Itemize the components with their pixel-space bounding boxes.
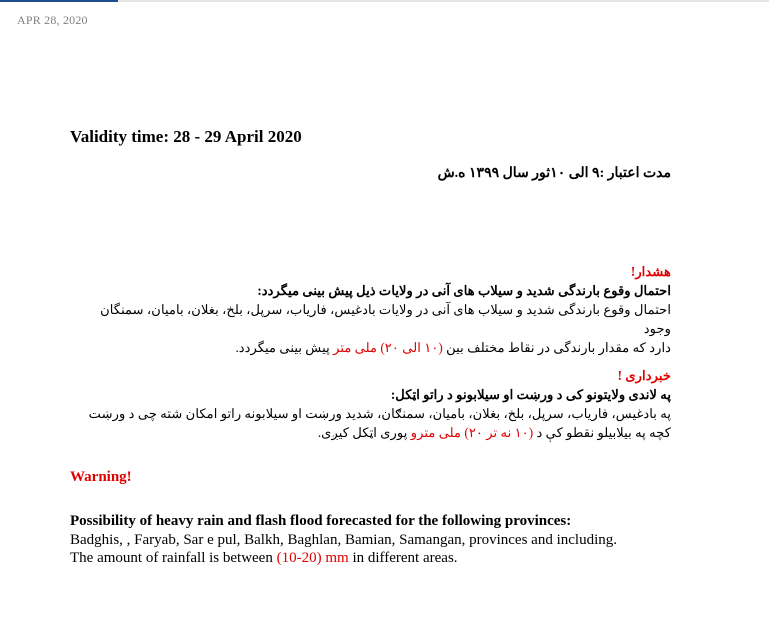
dari-warning-section — [71, 262, 671, 357]
validity-time-heading: Validity time: 28 - 29 April 2020 — [70, 127, 302, 146]
english-line2-end: in different areas. — [348, 550, 458, 566]
dari-line2-end: پیش بینی میگردد. — [235, 340, 330, 355]
pashto-warning-subtitle: په لاندی ولایتونو کی د ورښت او سیلابونو د راتو اټکل: — [390, 387, 671, 402]
top-accent-bar — [0, 0, 118, 2]
english-warning-subtitle: Possibility of heavy rain and flash flood forecasted for the following provinces: — [70, 513, 572, 529]
dari-warning-line2 — [71, 338, 671, 357]
english-rainfall-amount: (10-20) mm — [276, 550, 349, 566]
english-warning-body — [70, 512, 710, 568]
pashto-warning-line1: په بادغیس، فاریاب، سرپل، بلخ، بغلان، بامیان، سمنګان، شدید ورښت او سیلابونه راتو امکان شته چی د ورښت — [88, 406, 671, 421]
pashto-line2-end: پوری اټکل کیږی. — [317, 425, 408, 440]
pashto-line2-start: کچه په بیلابیلو نقطو کې د — [536, 425, 671, 440]
dari-rainfall-amount: (۱۰ الی ۲۰) ملی متر — [333, 340, 443, 355]
pashto-warning-section — [61, 366, 671, 442]
document-date: APR 28, 2020 — [17, 13, 88, 27]
pashto-warning-title: خبرداری ! — [617, 368, 671, 383]
english-warning-title: Warning! — [70, 469, 132, 485]
dari-line2-start: دارد که مقدار بارندگی در نقاط مختلف بین — [446, 340, 671, 355]
dari-warning-line1: احتمال وقوع بارندگی شدید و سیلاب های آنی در ولایات بادغیس، فاریاب، سرپل، بلخ، بغلان، بامیان، سمنگان وجود — [100, 302, 671, 336]
dari-validity-period: مدت اعتبار :۹ الی ۱۰ثور سال ۱۳۹۹ ه.ش — [437, 166, 671, 181]
dari-warning-title: هشدار! — [630, 264, 671, 279]
pashto-rainfall-amount: (۱۰ نه تر ۲۰) ملی مترو — [410, 425, 534, 440]
dari-warning-subtitle: احتمال وقوع بارندگی شدید و سیلاب های آنی در ولایات ذیل پیش بینی میگردد: — [257, 283, 671, 298]
english-line2-start: The amount of rainfall is between — [70, 550, 277, 566]
english-rainfall-line — [70, 549, 710, 568]
pashto-warning-line2 — [61, 423, 671, 442]
top-border — [0, 0, 769, 2]
english-province-list: Badghis, , Faryab, Sar e pul, Balkh, Baghlan, Bamian, Samangan, provinces and including. — [70, 531, 617, 548]
